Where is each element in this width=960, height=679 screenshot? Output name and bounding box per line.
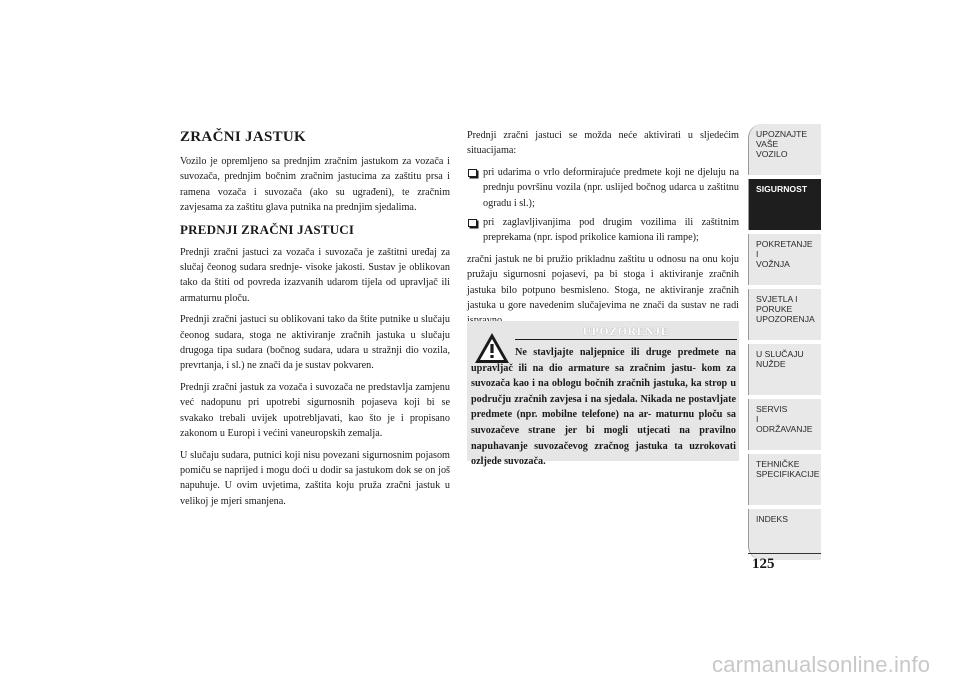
warning-box [467,321,739,468]
tab-indeks[interactable]: INDEKS [748,509,821,560]
intro-paragraph: Prednji zračni jastuci se možda neće aktivirati u sljedećim situacijama: [467,130,739,157]
list-item [467,215,739,246]
warning-title: UPOZORENJE [515,325,737,340]
page-number-rule [748,553,821,554]
tab-servis-i-odrzavanje[interactable]: SERVIS I ODRŽAVANJE [748,399,821,450]
warning-text: Ne stavljajte naljepnice ili druge predmete na upravljač ili na dio armature sa zračnim jastu- kom za suvozača kao i na oblogu bočnih zračnih jastuka, ka strop u području zračnih zavjesa i na sjedala. Nikada ne postavljate predmete (npr. mobilne telefone) na ar- maturnu ploču sa suvozačeve strane jer bi mogli utjecati na pravilno napuhavanje suvozačevog zračnog jastuka ta uzrokovati ozljede suvozača. [471,347,736,468]
bullet-list [467,165,739,246]
watermark-text: carmanualsonline.info [712,652,931,677]
paragraph: Prednji zračni jastuci za vozača i suvozača je zaštitni uređaj za slučaj čeonog sudara srednje- visoke jakosti. Sustav je oblikovan tako da štiti od povreda izazvanih udarom tijela od upravljač ili armaturnu ploču. [180,246,450,304]
page-number: 125 [752,556,775,572]
paragraph: Prednji zračni jastuci su oblikovani tako da štite putnike u slučaju čeonog sudara, stoga ne aktiviranje zračnih jastuka u slučaju drugoga tipa sudara (bočnog sudara, udara u stražnji dio vozila, prevrtanja, i sl.) ne znači da je sustav pokvaren. [180,314,450,372]
list-item [467,165,739,211]
section-title: ZRAČNI JASTUK [180,129,307,145]
tab-svjetla-i-poruke[interactable]: SVJETLA I PORUKE UPOZORENJA [748,289,821,340]
paragraph: Prednji zračni jastuk za vozača i suvozača ne predstavlja zamjenu već nadopunu pri upotrebi sigurnosnih pojaseva koji bi se svakako trebali uvijek upotrebljavati, kao što je i propisano zakonom u Europi i većini vaneuropskih zemalja. [180,381,450,440]
paragraph: zračni jastuk ne bi pružio prikladnu zaštitu u odnosu na onu koju pružaju sigurnosni pojasevi, pa bi stoga i aktiviranje zračnih jastuka bilo potpuno besmisleno. Stoga, ne aktiviranje zračnih jastuka u gore navedenim slučajevima ne znači da sustav ne radi [467,253,739,312]
left-column [180,128,450,515]
intro-paragraph: Vozilo je opremljeno sa prednjim zračnim jastukom za vozača i suvozača, prednjim bočnim zračnim jastucima za zaštitu prsa i ramena vozača i suvozača (ako su ugrađeni), te zračnim zavjesama za zaštitu glava putnika na prednjim sjedalima. [180,156,450,214]
tab-tehnicke-specifikacije[interactable]: TEHNIČKE SPECIFIKACIJE [748,454,821,505]
subsection-title: PREDNJI ZRAČNI JASTUCI [180,221,355,237]
paragraph: U slučaju sudara, putnici koji nisu povezani sigurnosnim pojasom pomiču se naprijed i mogu doći u dodir sa jastukom dok se on još napuhuje. U ovim uvjetima, zaštita koju pruža zračni jastuk u velikoj je mjeri smanjena. [180,449,450,507]
tab-u-slucaju-nuzde[interactable]: U SLUČAJU NUŽDE [748,344,821,395]
list-item-text: pri zaglavljivanjima pod drugim vozilima ili zaštitnim preprekama (npr. ispod prikolice kamiona ili rampe); [483,217,739,244]
checkbox-bullet-icon [468,219,477,227]
right-column [467,128,739,335]
checkbox-bullet-icon [468,169,477,177]
list-item-text: pri udarima o vrlo deformirajuće predmete koji ne djeluju na prednju površinu vozila (npr. uslijed bočnog udarca u zaštitnu ogradu i sl.); [483,166,739,209]
tab-pokretanje-i-voznja[interactable]: POKRETANJE I VOŽNJA [748,234,821,285]
tab-sigurnost[interactable]: SIGURNOST [748,179,821,230]
chapter-tabs [748,124,821,564]
tab-upoznajte-vase-vozilo[interactable]: UPOZNAJTE VAŠE VOZILO [748,124,821,175]
